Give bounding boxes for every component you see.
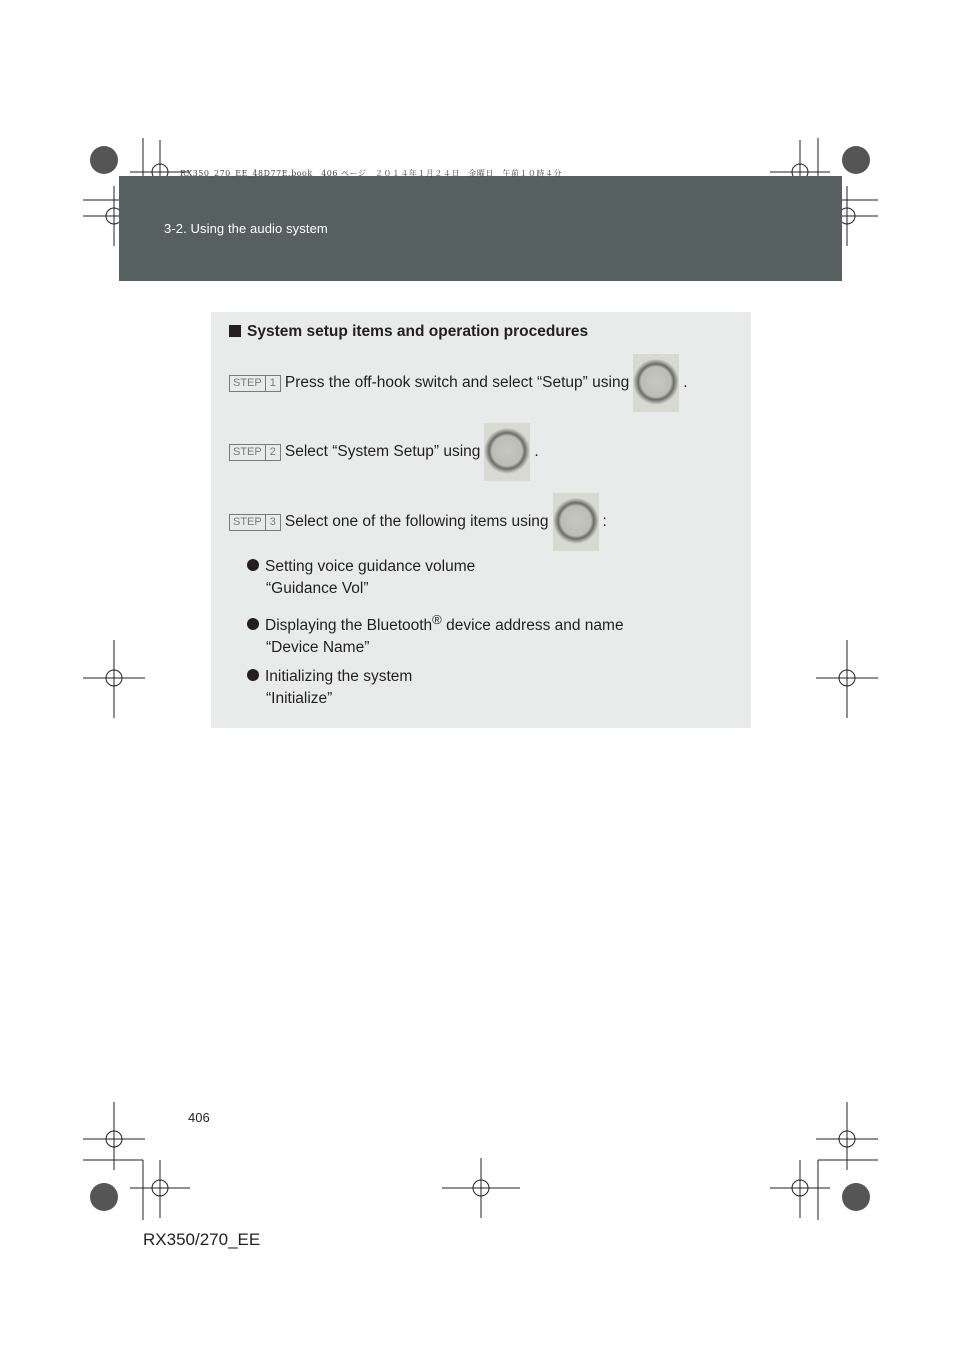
control-knob-icon (633, 354, 679, 412)
list-item: Displaying the Bluetooth® device address and name “Device Name” (247, 609, 624, 659)
control-knob-icon (553, 493, 599, 551)
step-3: STEP 3 Select one of the following items using : (229, 493, 607, 551)
bullet-icon (247, 669, 259, 681)
square-bullet-icon (229, 325, 241, 337)
control-knob-icon (484, 423, 530, 481)
step-1: STEP 1 Press the off-hook switch and select “Setup” using . (229, 354, 688, 412)
list-item: Initializing the system “Initialize” (247, 666, 412, 710)
box-heading: System setup items and operation procedures (229, 323, 588, 341)
bullet-icon (247, 618, 259, 630)
model-code: RX350/270_EE (143, 1230, 261, 1249)
section-title: 3-2. Using the audio system (164, 221, 328, 236)
print-info: RX350_270_EE_48D77E.book 406 ページ ２０１４年１月２４日 金曜日 午前１０時４分 (180, 169, 562, 178)
page-number: 406 (188, 1110, 210, 1125)
list-item: Setting voice guidance volume “Guidance Vol” (247, 556, 475, 600)
step-tag: STEP 2 (229, 444, 281, 461)
bullet-icon (247, 559, 259, 571)
step-tag: STEP 1 (229, 375, 281, 392)
step-2: STEP 2 Select “System Setup” using . (229, 423, 539, 481)
step-tag: STEP 3 (229, 514, 281, 531)
